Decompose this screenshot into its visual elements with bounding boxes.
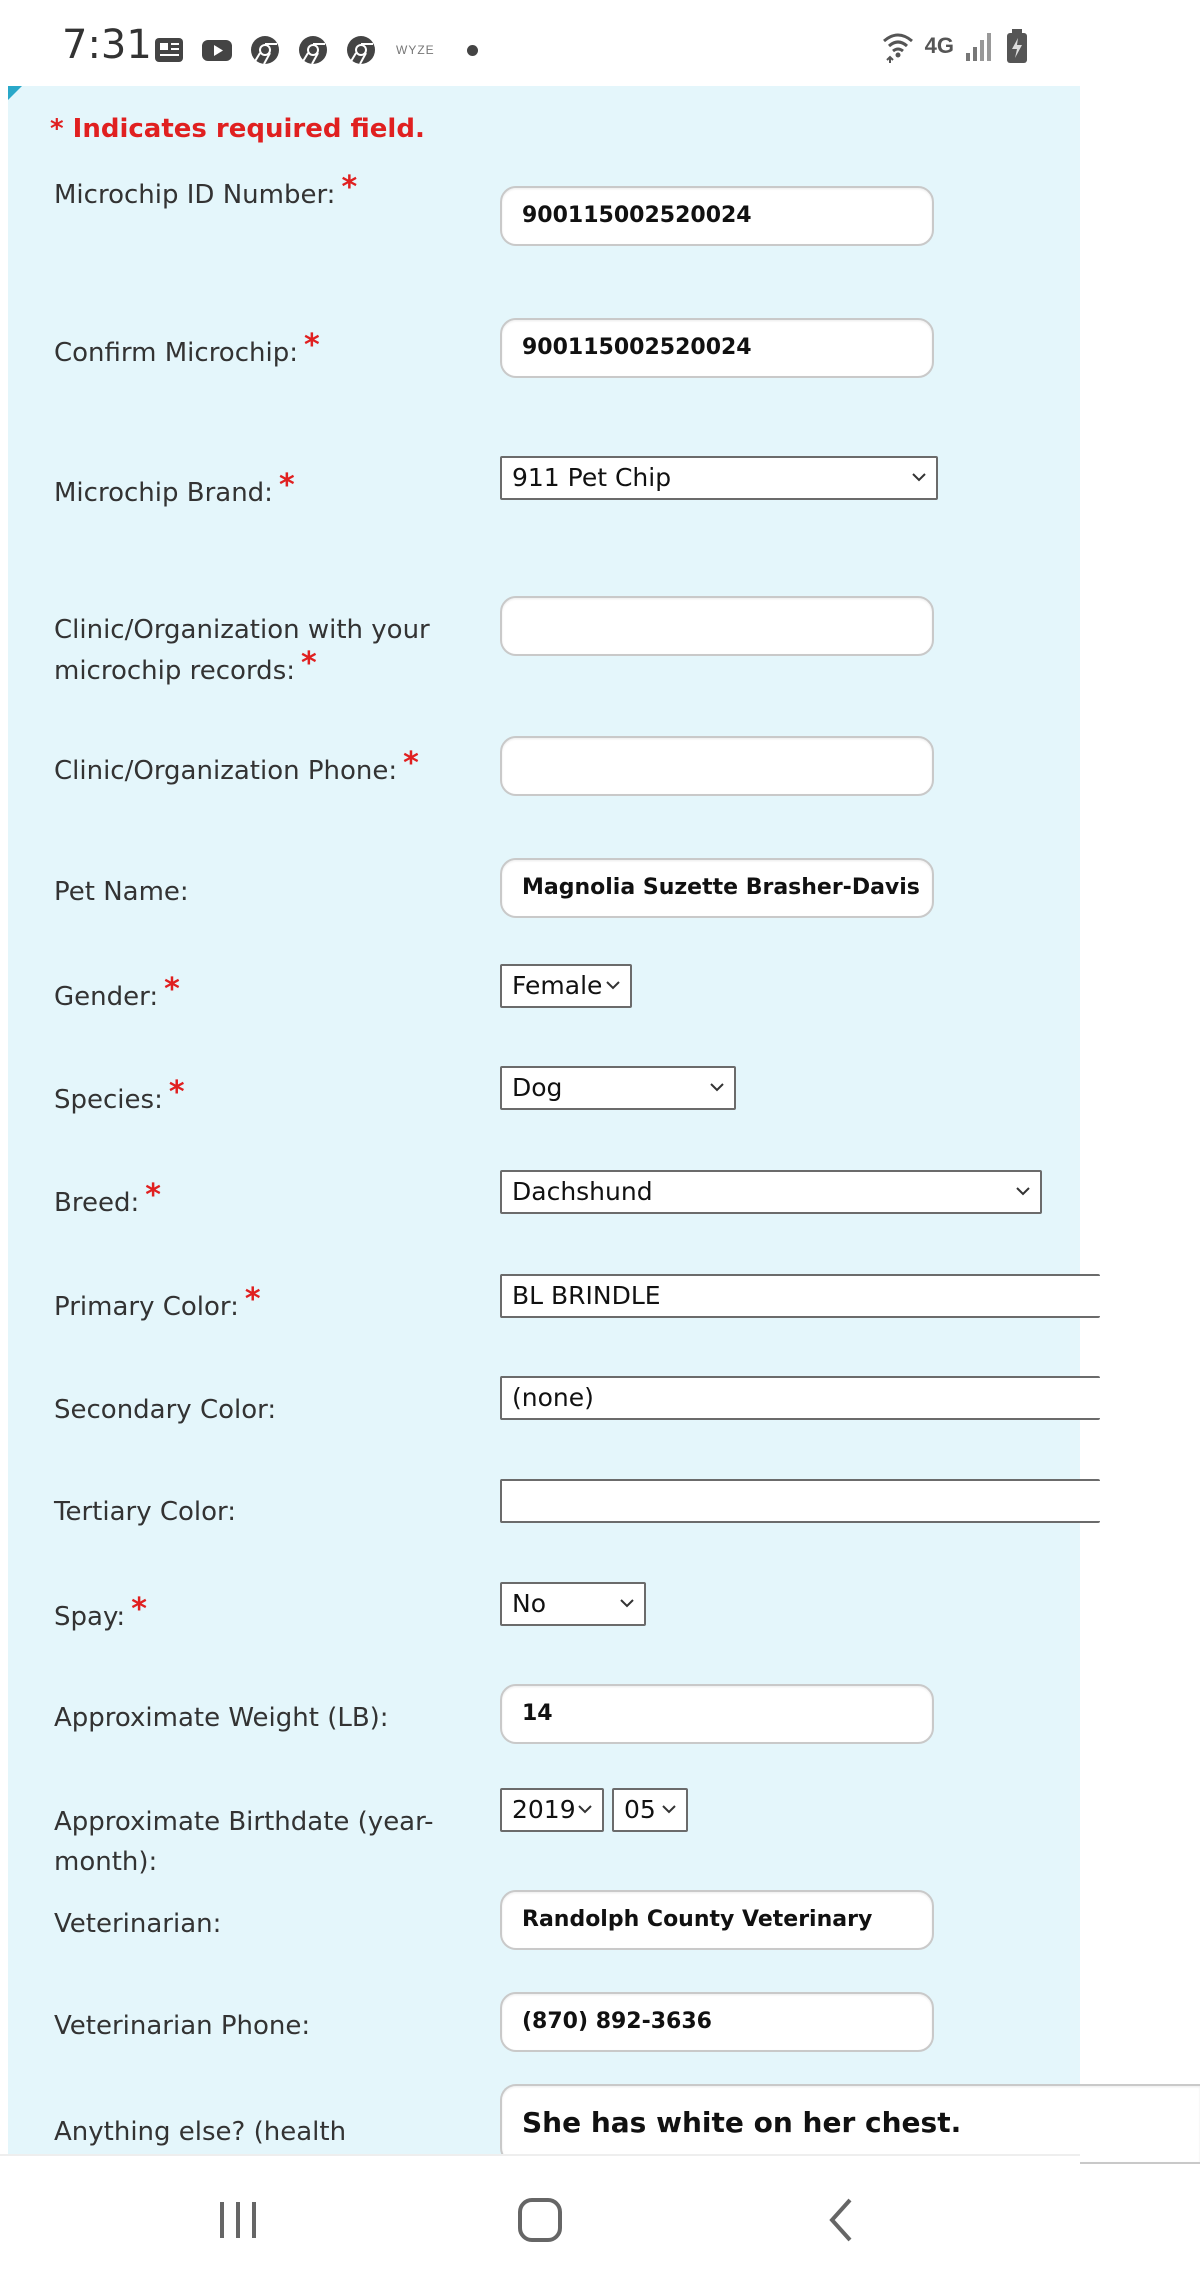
news-icon [152, 33, 186, 67]
pet-name-input[interactable]: Magnolia Suzette Brasher-Davis [500, 858, 934, 918]
vet-phone-label: Veterinarian Phone: [54, 2011, 311, 2041]
chrome-icon [344, 33, 378, 67]
wyze-icon: WYZE [396, 43, 435, 57]
chrome-icon [296, 33, 330, 67]
species-label: Species: * [54, 1075, 185, 1115]
required-field-note: * Indicates required field. [50, 114, 425, 144]
chevron-down-icon [578, 1802, 592, 1816]
confirm-microchip-label: Confirm Microchip: * [54, 328, 320, 368]
chevron-down-icon [620, 1596, 634, 1610]
chevron-down-icon [710, 1080, 724, 1094]
weight-input[interactable]: 14 [500, 1684, 934, 1744]
required-star: * [303, 328, 320, 363]
anything-else-label: Anything else? (health [54, 2117, 347, 2147]
pet-name-label: Pet Name: [54, 877, 189, 907]
home-icon[interactable] [508, 2188, 572, 2252]
veterinarian-label: Veterinarian: [54, 1909, 222, 1939]
breed-value: Dachshund [512, 1177, 653, 1206]
spay-label: Spay: * [54, 1592, 147, 1632]
birthdate-month-value: 05 [624, 1795, 656, 1824]
battery-icon [1004, 28, 1030, 64]
system-icons [881, 28, 1030, 64]
youtube-icon [200, 33, 234, 67]
breed-select[interactable] [500, 1170, 1042, 1214]
microchip-brand-label: Microchip Brand: * [54, 468, 295, 508]
clinic-input[interactable] [500, 596, 934, 656]
microchip-id-label: Microchip ID Number: * [54, 170, 358, 210]
chevron-down-icon [662, 1802, 676, 1816]
secondary-color-label: Secondary Color: [54, 1395, 277, 1425]
pet-registration-form [8, 86, 1080, 2154]
breed-label: Breed: * [54, 1178, 161, 1218]
birthdate-year-value: 2019 [512, 1795, 576, 1824]
tertiary-color-label: Tertiary Color: [54, 1497, 237, 1527]
required-star: * [403, 746, 419, 781]
microchip-id-input[interactable]: 900115002520024 [500, 186, 934, 246]
spay-select[interactable] [500, 1582, 646, 1626]
anything-else-textarea[interactable]: She has white on her chest. [500, 2084, 1200, 2164]
corner-accent [8, 86, 22, 100]
weight-label: Approximate Weight (LB): [54, 1703, 389, 1733]
chevron-down-icon [606, 978, 620, 992]
chevron-down-icon [1016, 1184, 1030, 1198]
tertiary-color-select[interactable] [500, 1479, 1100, 1523]
microchip-brand-value: 911 Pet Chip [512, 463, 672, 492]
veterinarian-input[interactable]: Randolph County Veterinary [500, 1890, 934, 1950]
navigation-bar [0, 2154, 1080, 2280]
required-star: * [341, 170, 358, 205]
spay-value: No [512, 1589, 546, 1618]
required-star: * [145, 1178, 161, 1213]
required-star: * [301, 646, 317, 681]
notification-dot [467, 45, 478, 56]
secondary-color-select[interactable] [500, 1376, 1100, 1420]
notification-icons [152, 30, 478, 70]
signal-icon [964, 29, 994, 63]
recent-apps-icon[interactable] [206, 2188, 270, 2252]
confirm-microchip-input[interactable]: 900115002520024 [500, 318, 934, 378]
birthdate-year-select[interactable] [500, 1788, 604, 1832]
primary-color-label: Primary Color: * [54, 1282, 261, 1322]
required-star: * [164, 972, 180, 1007]
clinic-label: Clinic/Organization with your microchip records: * [54, 615, 430, 686]
secondary-color-value: (none) [512, 1383, 594, 1412]
wifi-icon [881, 29, 915, 63]
chevron-down-icon [912, 470, 926, 484]
species-select[interactable] [500, 1066, 736, 1110]
network-4g-icon: 4G [924, 33, 954, 58]
birthdate-label: Approximate Birthdate (year- month): [54, 1807, 434, 1877]
clinic-phone-input[interactable] [500, 736, 934, 796]
status-time: 7:31 [62, 22, 152, 68]
microchip-brand-select[interactable] [500, 456, 938, 500]
required-star: * [131, 1592, 147, 1627]
species-value: Dog [512, 1073, 563, 1102]
primary-color-value: BL BRINDLE [512, 1281, 661, 1310]
birthdate-month-select[interactable] [612, 1788, 688, 1832]
required-star: * [278, 468, 295, 503]
clinic-phone-label: Clinic/Organization Phone: * [54, 746, 419, 786]
gender-value: Female [512, 971, 603, 1000]
primary-color-select[interactable] [500, 1274, 1100, 1318]
gender-label: Gender: * [54, 972, 180, 1012]
back-icon[interactable] [810, 2188, 874, 2252]
required-star: * [168, 1075, 185, 1110]
vet-phone-input[interactable]: (870) 892-3636 [500, 1992, 934, 2052]
chrome-icon [248, 33, 282, 67]
required-star: * [244, 1282, 261, 1317]
status-bar [0, 0, 1080, 86]
gender-select[interactable] [500, 964, 632, 1008]
